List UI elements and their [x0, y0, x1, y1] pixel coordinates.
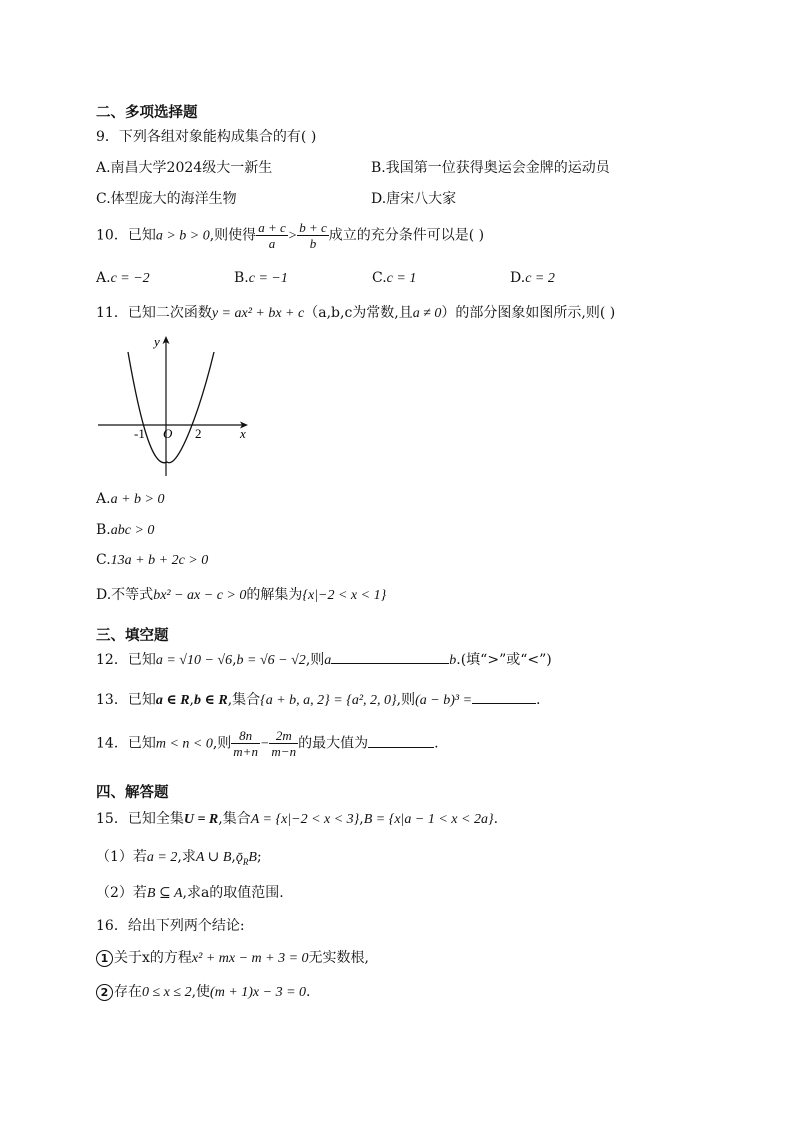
q14-end: .	[434, 735, 439, 752]
q11-condition: a ≠ 0	[412, 306, 442, 321]
section-heading-free-response: 四、解答题	[96, 785, 169, 801]
q14-f1-denominator: m+n	[233, 744, 258, 759]
q15-separator: ,	[359, 811, 364, 827]
question-9-option-b: B.我国第一位获得奥运会金牌的运动员	[371, 160, 610, 176]
q13-b-in-r: b ∈ R	[193, 693, 228, 708]
q15-p1-end: ;	[256, 849, 262, 865]
q15-prefix: 15．已知全集	[96, 811, 184, 827]
question-11-option-b	[96, 522, 154, 539]
q15-p1-mid: ,求	[177, 849, 196, 865]
graph-root-left-label: -1	[134, 426, 145, 441]
q11-post: ）的部分图象如图所示,则( )	[441, 305, 616, 321]
q10-f1-numerator: a + c	[258, 220, 286, 235]
q11-function: y = ax² + bx + c	[211, 306, 305, 321]
q13-a-in-r: a ∈ R	[155, 693, 190, 708]
q10-prefix: 10．已知	[96, 227, 156, 244]
q16-c2-equation: (m + 1)x − 3 = 0	[210, 985, 307, 1000]
q14-answer-blank[interactable]	[368, 733, 434, 748]
graph-x-label: x	[240, 426, 246, 441]
q16-c2-range: 0 ≤ x ≤ 2	[142, 985, 192, 1000]
q13-set-equation: {a + b, a, 2} = {a², 2, 0}	[260, 693, 397, 708]
section-heading-multiple-choice: 二、多项选择题	[96, 105, 198, 121]
question-11-option-c	[96, 552, 208, 569]
q12-separator: ,	[232, 652, 237, 668]
question-9-stem: 9．下列各组对象能构成集合的有( )	[96, 129, 317, 145]
q14-condition: m < n < 0	[155, 736, 213, 752]
q12-b-definition: b = √6 − √2	[236, 653, 306, 668]
q10-d-label: D.	[510, 270, 526, 286]
question-9-option-d: D.唐宋八大家	[371, 191, 457, 207]
q15-p1-separator: ,	[231, 849, 236, 865]
q11-b-value: abc > 0	[110, 523, 155, 538]
q15-set-a: A = {x|−2 < x < 3}	[250, 812, 360, 827]
section-heading-fill-in: 三、填空题	[96, 628, 169, 644]
question-10-option-c	[372, 270, 416, 287]
q14-f2-denominator: m−n	[271, 744, 297, 759]
question-9-option-a: A.南昌大学2024级大一新生	[96, 160, 273, 176]
q10-b-label: B.	[234, 270, 249, 286]
q10-fraction-right	[297, 220, 329, 251]
q11-c-value: 13a + b + 2c > 0	[110, 553, 209, 568]
q13-prefix: 13．已知	[96, 692, 156, 708]
q14-mid: ,则	[212, 735, 232, 752]
quadratic-graph	[94, 330, 254, 480]
q10-f1-denominator: a	[268, 236, 276, 251]
q10-f2-denominator: b	[309, 236, 317, 251]
parabola-curve	[128, 352, 214, 463]
q10-a-label: A.	[96, 270, 111, 286]
question-15-part-1	[96, 846, 262, 867]
question-11-option-d	[96, 584, 386, 604]
q15-p2-prefix: （2）若	[96, 885, 147, 901]
q14-fraction-right	[269, 728, 298, 759]
question-10-option-d	[510, 270, 555, 287]
q10-c-label: C.	[372, 270, 387, 286]
q11-d-prefix: D.不等式	[96, 587, 154, 603]
q11-d-solution-set: {x|−2 < x < 1}	[302, 588, 387, 603]
q15-universal-set: U = R	[183, 812, 219, 827]
q16-c2-mid: ,使	[191, 984, 211, 1000]
q15-p1-complement-subscript: R	[242, 856, 249, 867]
q14-f2-numerator: 2m	[269, 728, 298, 744]
q12-prefix: 12．已知	[96, 652, 156, 668]
graph-root-right-label: 2	[195, 426, 202, 441]
q13-post: .	[536, 692, 541, 708]
q10-d-value: c = 2	[525, 271, 555, 286]
graph-y-label: y	[154, 334, 160, 349]
question-14-stem	[96, 728, 439, 759]
q10-a-value: c = −2	[110, 271, 150, 286]
question-10-stem	[96, 220, 484, 251]
q12-post: .(填“>”或“<”)	[456, 652, 552, 668]
q13-mid: ,集合	[227, 692, 261, 708]
q14-prefix: 14．已知	[96, 735, 156, 752]
q12-mid: ,则	[305, 652, 325, 668]
q15-p1-prefix: （1）若	[96, 849, 147, 865]
q12-answer-blank[interactable]	[331, 649, 449, 664]
q10-b-value: c = −1	[248, 271, 288, 286]
question-10-option-a	[96, 270, 150, 287]
question-11-stem	[96, 302, 615, 322]
q11-a-label: A.	[96, 491, 111, 507]
q11-paren: （a,b,c为常数,且	[304, 305, 413, 321]
q11-d-mid: 的解集为	[246, 587, 303, 603]
q15-p2-post: ,求a的取值范围.	[182, 885, 284, 901]
question-16-conclusion-1	[96, 947, 369, 967]
q11-d-inequality: bx² − ax − c > 0	[153, 588, 247, 603]
q10-post: 成立的充分条件可以是( )	[328, 227, 485, 244]
question-16-conclusion-2	[96, 981, 311, 1001]
q11-b-label: B.	[96, 522, 111, 538]
q11-c-label: C.	[96, 552, 111, 568]
q15-p1-union: A ∪ B	[195, 850, 232, 865]
q13-expression: (a − b)³ =	[415, 693, 473, 708]
q16-c1-prefix: 关于x的方程	[114, 950, 192, 966]
q15-set-b: B = {x|a − 1 < x < 2a}	[363, 812, 494, 827]
q14-fraction-left	[231, 728, 260, 759]
q11-prefix: 11．已知二次函数	[96, 305, 212, 321]
q12-b: b	[449, 653, 457, 668]
q13-then: ,则	[396, 692, 416, 708]
q10-fraction-left	[256, 220, 288, 251]
q14-post: 的最大值为	[298, 735, 369, 752]
q15-p1-condition: a = 2	[146, 850, 178, 865]
q14-f1-numerator: 8n	[231, 728, 260, 744]
question-9-option-c: C.体型庞大的海洋生物	[96, 191, 237, 207]
q14-minus: −	[259, 736, 270, 752]
q10-condition: a > b > 0	[155, 228, 210, 244]
q10-mid: ,则使得	[209, 227, 257, 244]
graph-origin-label: O	[163, 426, 173, 441]
q11-a-value: a + b > 0	[110, 492, 165, 507]
q10-gt: >	[287, 228, 298, 244]
question-13-stem	[96, 689, 540, 709]
q13-answer-blank[interactable]	[472, 689, 536, 704]
question-10-option-b	[234, 270, 288, 287]
q15-p1-complement-symbol: ǭ	[235, 850, 243, 865]
q15-end: .	[493, 811, 499, 827]
question-16-stem: 16．给出下列两个结论:	[96, 918, 245, 934]
question-15-stem	[96, 808, 498, 828]
q15-mid: ,集合	[218, 811, 251, 827]
q16-c2-prefix: 存在	[114, 984, 142, 1000]
question-11-option-a	[96, 491, 164, 508]
q15-p2-condition: B ⊆ A	[146, 886, 183, 901]
q10-c-value: c = 1	[386, 271, 417, 286]
q10-f2-numerator: b + c	[299, 220, 327, 235]
q12-a-definition: a = √10 − √6	[155, 653, 233, 668]
q16-c1-equation: x² + mx − m + 3 = 0	[191, 951, 309, 966]
q12-a: a	[324, 653, 332, 668]
q16-c1-post: 无实数根,	[308, 950, 369, 966]
circled-number-2-icon: 2	[96, 984, 113, 1001]
q13-separator: ,	[189, 692, 194, 708]
q16-c2-end: .	[306, 984, 311, 1000]
circled-number-1-icon: 1	[96, 950, 113, 967]
q15-p1-b: B	[248, 850, 257, 865]
question-15-part-2	[96, 882, 284, 902]
question-12-stem	[96, 649, 552, 669]
